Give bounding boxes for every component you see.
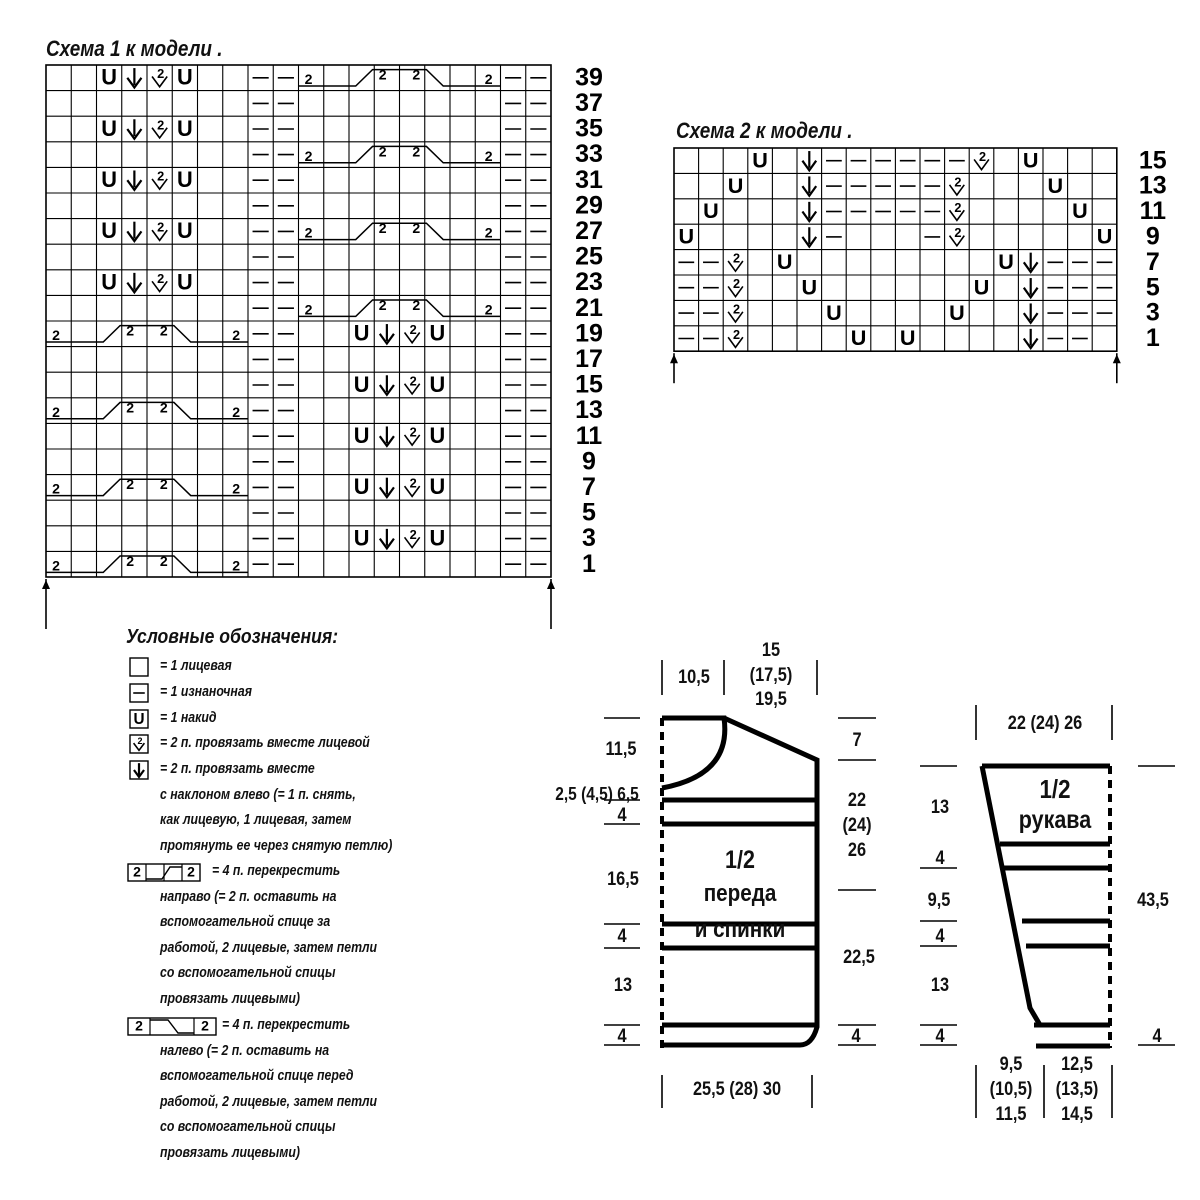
yarn-over-mark: U — [429, 422, 446, 448]
yarn-over-mark: U — [177, 218, 193, 244]
dim-sleeve-bottom-right: 12,5 — [1061, 1054, 1093, 1075]
yarn-over-mark: U — [101, 166, 117, 192]
scheme1-row-number: 37 — [575, 89, 603, 118]
dim-band: 4 — [935, 1026, 945, 1047]
yarn-over-mark: U — [429, 474, 446, 500]
scheme1-cable-num: 2 — [412, 143, 421, 160]
body-piece-label: переда — [703, 880, 777, 907]
dim-body-mid: 16,5 — [607, 869, 639, 890]
legend-line-cross_right: = 4 п. перекрестить — [212, 862, 341, 879]
scheme1-cable-num: 2 — [159, 476, 168, 493]
scheme1-row-number: 1 — [582, 549, 596, 578]
legend-line-cross_left: = 4 п. перекрестить — [222, 1016, 351, 1033]
scheme1-arrow-left — [42, 580, 50, 589]
legend-line-ssk: с наклоном влево (= 1 п. снять, — [160, 785, 356, 803]
scheme1-cable-num: 2 — [378, 143, 387, 160]
dim-armhole: 26 — [847, 840, 867, 861]
k2tog-number: 2 — [157, 168, 165, 184]
scheme1-cable-num: 2 — [412, 220, 421, 237]
scheme1-row-number: 5 — [582, 498, 596, 527]
k2tog-number: 2 — [157, 117, 165, 133]
scheme2-row-number: 11 — [1139, 197, 1167, 226]
scheme1-cable-num: 2 — [378, 66, 387, 83]
body-piece-label: и спинки — [694, 916, 786, 943]
yarn-over-mark: U — [678, 223, 695, 249]
yarn-over-mark: U — [703, 198, 719, 224]
dim-sleeve-bottom-right: (13,5) — [1055, 1079, 1099, 1100]
k2tog-number: 2 — [409, 373, 417, 389]
legend-line-cross_left: провязать лицевыми) — [160, 1143, 300, 1161]
dim-bottom-width: 25,5 (28) 30 — [692, 1079, 782, 1100]
legend-line-cross_right: вспомогательной спице за — [160, 913, 331, 930]
yarn-over-mark: U — [949, 299, 965, 325]
yarn-over-mark: U — [429, 320, 446, 346]
yarn-over-mark: U — [429, 525, 446, 551]
legend-line-purl: = 1 изнаночная — [160, 683, 252, 700]
legend-line-k2tog: = 2 п. провязать вместе лицевой — [160, 734, 370, 751]
legend-line-ssk: протянуть ее через снятую петлю) — [160, 836, 393, 854]
scheme2-row-number: 7 — [1145, 247, 1160, 276]
yarn-over-mark: U — [101, 115, 117, 141]
k2tog-number: 2 — [732, 302, 741, 317]
yarn-over-mark: U — [101, 269, 117, 295]
scheme1-cable-num: 2 — [304, 224, 313, 241]
scheme1-cable-num: 2 — [378, 220, 387, 237]
legend-line-cross_right: провязать лицевыми) — [160, 989, 300, 1007]
scheme1-cable-num: 2 — [304, 147, 313, 164]
scheme1-row-number: 31 — [575, 165, 603, 194]
legend-line-cross_right: направо (= 2 п. оставить на — [160, 887, 337, 905]
k2tog-number: 2 — [409, 424, 417, 440]
scheme2-arrow-right — [1113, 354, 1121, 363]
scheme1-row-number: 3 — [582, 524, 596, 553]
scheme1-cable-num: 2 — [159, 399, 168, 416]
yarn-over-mark: U — [801, 274, 818, 300]
scheme1-cable-num: 2 — [126, 322, 135, 339]
cross-right-num: 2 — [133, 863, 141, 880]
scheme1-cable-num: 2 — [304, 301, 313, 318]
dim-shoulder: 10,5 — [678, 667, 710, 688]
scheme1-arrow-right — [547, 580, 555, 589]
dim-armhole: 22 — [847, 790, 867, 811]
scheme2-chart — [670, 146, 1167, 383]
k2tog-number: 2 — [409, 475, 417, 491]
scheme1-row-number: 17 — [575, 345, 603, 374]
dim-band: 4 — [617, 805, 627, 826]
k2tog-number: 2 — [409, 526, 417, 542]
scheme2-row-number: 1 — [1145, 324, 1160, 353]
dim-sleeve-cap: 13 — [930, 797, 950, 818]
yarn-over-mark: U — [353, 474, 370, 500]
scheme1-row-number: 15 — [575, 370, 603, 399]
sleeve-piece-label: рукава — [1018, 806, 1092, 834]
dim-sleeve-top: 22 (24) 26 — [1007, 713, 1083, 734]
k2tog-number: 2 — [157, 66, 165, 82]
scheme1-cable-num: 2 — [412, 66, 421, 83]
scheme1-cable-num: 2 — [52, 403, 61, 420]
yarn-over-mark: U — [353, 525, 370, 551]
scheme2-arrow-left — [670, 354, 678, 363]
scheme1-row-number: 21 — [575, 293, 603, 322]
dim-neck-width: (17,5) — [749, 665, 793, 686]
scheme2-row-number: 9 — [1145, 222, 1160, 251]
dim-band: 4 — [935, 926, 945, 947]
k2tog-number: 2 — [954, 200, 962, 215]
dim-neck-depth: 11,5 — [605, 739, 637, 760]
legend-line-ssk: = 2 п. провязать вместе — [160, 760, 315, 777]
scheme2-row-number: 13 — [1138, 171, 1167, 200]
legend-line-knit: = 1 лицевая — [160, 657, 232, 674]
scheme1-cable-num: 2 — [126, 552, 135, 569]
scheme1-cable-num: 2 — [484, 224, 493, 241]
scheme1-cable-num: 2 — [159, 322, 168, 339]
dim-shoulder-drop: 7 — [852, 730, 862, 751]
dim-sleeve-bottom-left: 9,5 — [999, 1054, 1023, 1075]
scheme1-cable-num: 2 — [378, 296, 387, 313]
legend-line-yo: = 1 накид — [160, 709, 217, 726]
scheme1-chart — [42, 63, 603, 629]
k2tog-number: 2 — [732, 327, 741, 342]
scheme2-row-number: 5 — [1145, 273, 1160, 302]
k2tog-number: 2 — [157, 219, 165, 235]
scheme1-cable-num: 2 — [484, 147, 493, 164]
yarn-over-mark: U — [1072, 198, 1088, 224]
scheme1-row-number: 29 — [575, 191, 603, 220]
dim-sleeve-low: 13 — [930, 975, 950, 996]
scheme1-cable-num: 2 — [126, 476, 135, 493]
yarn-over-mark: U — [1096, 223, 1113, 249]
dim-band: 4 — [1152, 1026, 1162, 1047]
scheme1-cable-num: 2 — [232, 327, 241, 344]
scheme1-row-number: 33 — [575, 140, 603, 169]
sleeve-piece-label: 1/2 — [1039, 774, 1071, 804]
yarn-over-mark: U — [353, 320, 370, 346]
body-neckline — [662, 718, 725, 788]
knit-symbol-icon — [130, 658, 148, 676]
scheme1-cable-num: 2 — [232, 403, 241, 420]
dim-sleeve-mid: 9,5 — [927, 890, 951, 911]
yarn-over-mark: U — [727, 172, 744, 198]
scheme1-cable-num: 2 — [304, 71, 313, 88]
dim-neck-side: 2,5 (4,5) 6,5 — [555, 784, 639, 804]
scheme1-cable-num: 2 — [159, 552, 168, 569]
yarn-over-mark: U — [177, 269, 193, 295]
yarn-over-mark: U — [752, 147, 768, 173]
legend-line-cross_left: со вспомогательной спицы — [160, 1118, 336, 1135]
k2tog-number: 2 — [409, 322, 417, 338]
k2tog-number: 2 — [954, 226, 962, 241]
scheme1-row-number: 23 — [575, 268, 603, 297]
scheme1-row-number: 9 — [582, 447, 596, 476]
yarn-over-mark: U — [1022, 147, 1039, 173]
yarn-over-mark: U — [353, 371, 370, 397]
scheme1-cable-num: 2 — [52, 480, 61, 497]
scheme1-title: Схема 1 к модели . — [46, 36, 223, 61]
dim-band: 4 — [935, 848, 945, 869]
k2tog-number: 2 — [732, 277, 741, 292]
yarn-over-mark: U — [776, 249, 793, 275]
dim-armhole: (24) — [842, 815, 872, 836]
scheme1-row-number: 39 — [575, 63, 603, 92]
legend-line-cross_right: со вспомогательной спицы — [160, 964, 336, 981]
yarn-over-mark: U — [973, 274, 990, 300]
dim-neck-width: 15 — [761, 640, 781, 661]
scheme1-row-number: 25 — [575, 242, 603, 271]
scheme1-row-number: 7 — [582, 473, 596, 502]
yarn-over-mark: U — [429, 371, 446, 397]
cross-left-num: 2 — [135, 1017, 143, 1034]
cross-right-num: 2 — [187, 863, 195, 880]
scheme1-cable-num: 2 — [232, 480, 241, 497]
scheme1-cable-num: 2 — [52, 327, 61, 344]
legend-title: Условные обозначения: — [126, 626, 339, 648]
dim-body-low: 13 — [613, 975, 633, 996]
k2tog-number: 2 — [954, 175, 962, 190]
legend-line-ssk: как лицевую, 1 лицевая, затем — [160, 811, 352, 828]
scheme2-row-number: 15 — [1138, 146, 1167, 175]
cross-left-num: 2 — [201, 1017, 209, 1034]
yarn-over-mark: U — [353, 422, 370, 448]
dim-band: 4 — [851, 1026, 861, 1047]
yarn-over-mark: U — [998, 249, 1014, 275]
dim-sleeve-bottom-right: 14,5 — [1061, 1104, 1093, 1125]
yarn-over-mark: U — [850, 325, 867, 351]
scheme1-cable-num: 2 — [484, 301, 493, 318]
body-piece-label: 1/2 — [725, 846, 755, 874]
yarn-over-mark: U — [177, 166, 193, 192]
scheme2-title: Схема 2 к модели . — [676, 118, 853, 143]
yarn-over-mark: U — [826, 299, 842, 325]
legend-line-cross_left: налево (= 2 п. оставить на — [160, 1041, 330, 1059]
dim-neck-width: 19,5 — [755, 689, 787, 710]
scheme1-cable-num: 2 — [412, 296, 421, 313]
yarn-over-mark: U — [101, 218, 117, 244]
yarn-over-mark: U — [177, 64, 193, 90]
yarn-over-mark: U — [1047, 172, 1064, 198]
yarn-over-mark: U — [133, 711, 145, 729]
dim-band: 4 — [617, 1026, 627, 1047]
dim-sleeve-bottom-left: (10,5) — [989, 1079, 1033, 1100]
scheme1-cable-num: 2 — [52, 557, 61, 574]
scheme2-row-number: 3 — [1145, 298, 1160, 327]
yarn-over-mark: U — [177, 115, 193, 141]
dim-sleeve-length: 43,5 — [1137, 890, 1169, 911]
dim-sleeve-bottom-left: 11,5 — [995, 1104, 1027, 1125]
k2tog-number: 2 — [137, 736, 143, 747]
k2tog-number: 2 — [157, 270, 165, 286]
yarn-over-mark: U — [101, 64, 117, 90]
scheme1-row-number: 27 — [575, 217, 603, 246]
k2tog-number: 2 — [978, 150, 987, 165]
scheme1-row-number: 35 — [575, 114, 603, 143]
scheme1-row-number: 19 — [575, 319, 603, 348]
k2tog-number: 2 — [732, 251, 741, 266]
scheme1-cable-num: 2 — [126, 399, 135, 416]
legend-line-cross_left: вспомогательной спице перед — [160, 1067, 354, 1084]
dim-band: 4 — [617, 926, 627, 947]
scheme1-cable-num: 2 — [484, 71, 493, 88]
legend-line-cross_left: работой, 2 лицевые, затем петли — [160, 1092, 378, 1110]
scheme1-row-number: 13 — [575, 396, 603, 425]
dim-side-length: 22,5 — [843, 947, 875, 968]
legend-line-cross_right: работой, 2 лицевые, затем петли — [160, 938, 378, 956]
scheme1-row-number: 11 — [575, 421, 603, 450]
yarn-over-mark: U — [899, 325, 916, 351]
scheme1-cable-num: 2 — [232, 557, 241, 574]
